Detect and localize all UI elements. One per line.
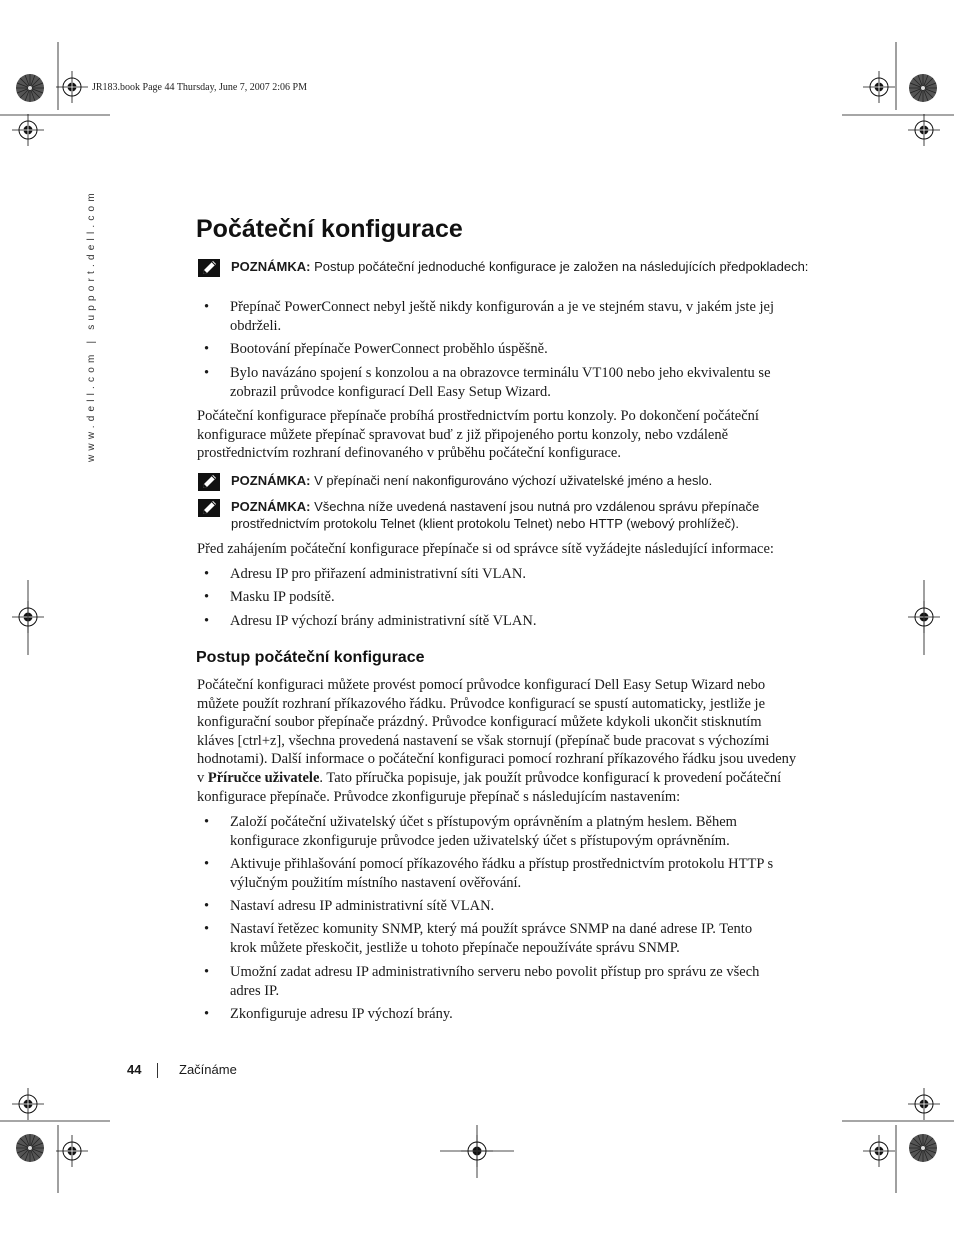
bullet-glyph: • xyxy=(204,964,210,980)
list-item xyxy=(204,897,774,916)
bullet-glyph: • xyxy=(204,589,210,605)
page-number: 44 xyxy=(127,1062,142,1077)
note-text: Postup počáteční jednoduché konfigurace je založen na následujících předpokladech: xyxy=(314,259,809,274)
list-item-text: Bootování přepínače PowerConnect proběhlo úspěšně. xyxy=(230,341,548,357)
list-item-text: Bylo navázáno spojení s konzolou a na obrazovce terminálu VT100 nebo jeho ekvivalentu se zobrazil průvodce konfigurací Dell Easy Setup Wizard. xyxy=(230,365,771,400)
star-mark-bottom-left xyxy=(16,1134,44,1162)
note-pencil-icon xyxy=(198,499,220,517)
list-item xyxy=(204,1005,774,1024)
footer-section-name: Začínáme xyxy=(179,1062,237,1077)
list-item xyxy=(204,588,774,607)
bullet-glyph: • xyxy=(204,365,210,381)
paragraph: Před zahájením počáteční konfigurace přepínače si od správce sítě vyžádejte následující informace: xyxy=(197,541,774,557)
bullet-glyph: • xyxy=(204,898,210,914)
star-mark-bottom-right xyxy=(909,1134,937,1162)
paragraph: Počáteční konfigurace přepínače probíhá prostřednictvím portu konzoly. Po dokončení počáteční konfigurace můžete přepínač spravovat buď z již připojeného portu konzoly, nebo vzdáleně prostřednictvím rozhraní definovaného v průběhu počáteční konfigurace. xyxy=(197,408,759,462)
list-item-text: Masku IP podsítě. xyxy=(230,589,335,605)
list-item xyxy=(204,813,774,850)
footer-divider xyxy=(157,1063,158,1078)
list-item xyxy=(204,612,774,631)
bullet-glyph: • xyxy=(204,814,210,830)
list-item xyxy=(204,298,774,335)
paragraph-text: . Tato příručka popisuje, jak použít průvodce konfigurací k provedení počáteční konfigurace přepínače. Průvodce zkonfiguruje přepínač s následujícím nastavením: xyxy=(197,769,782,805)
list-item-text: Zkonfiguruje adresu IP výchozí brány. xyxy=(230,1006,453,1022)
page-title: Počáteční konfigurace xyxy=(196,215,463,243)
note-pencil-icon xyxy=(198,473,220,491)
list-item-text: Nastaví řetězec komunity SNMP, který má použít správce SNMP na dané adrese IP. Tento krok můžete přeskočit, jestliže u tohoto přepínače nepoužíváte správu SNMP. xyxy=(230,921,753,956)
note-2 xyxy=(198,472,821,489)
list-item xyxy=(204,920,774,957)
list-item-text: Umožní zadat adresu IP administrativního serveru nebo povolit přístup pro správu ze všech adres IP. xyxy=(230,964,760,999)
manual-reference: Příručce uživatele xyxy=(207,769,320,786)
note-label: POZNÁMKA: xyxy=(231,473,311,488)
bullet-glyph: • xyxy=(204,1006,210,1022)
list-item xyxy=(204,340,774,359)
note-label: POZNÁMKA: xyxy=(231,259,311,274)
bullet-glyph: • xyxy=(204,341,210,357)
star-mark-top-right xyxy=(909,74,937,102)
list-item-text: Založí počáteční uživatelský účet s přístupovým oprávněním a platným heslem. Během konfigurace zkonfiguruje průvodce jeden uživatelský účet s přístupovým oprávněním. xyxy=(230,814,737,849)
list-item xyxy=(204,855,774,892)
print-header: JR183.book Page 44 Thursday, June 7, 2007 2:06 PM xyxy=(92,82,307,93)
bullet-glyph: • xyxy=(204,856,210,872)
note-text: V přepínači není nakonfigurováno výchozí uživatelské jméno a heslo. xyxy=(314,473,713,488)
bullet-glyph: • xyxy=(204,299,210,315)
list-item-text: Nastaví adresu IP administrativní sítě VLAN. xyxy=(230,898,495,914)
list-item-text: Přepínač PowerConnect nebyl ještě nikdy konfigurován a je ve stejném stavu, v jakém jste jej obdrželi. xyxy=(230,299,775,334)
bullet-glyph: • xyxy=(204,921,210,937)
note-pencil-icon xyxy=(198,259,220,277)
sidebar-url: www.dell.com | support.dell.com xyxy=(86,189,97,462)
paragraph xyxy=(197,676,797,806)
list-item-text: Aktivuje přihlašování pomocí příkazového řádku a přístup prostřednictvím protokolu HTTP s výlučným použitím místního nastavení ověřování. xyxy=(230,856,774,891)
note-3 xyxy=(198,498,821,532)
star-mark-top-left xyxy=(16,74,44,102)
list-item-text: Adresu IP pro přiřazení administrativní síti VLAN. xyxy=(230,566,526,582)
list-item xyxy=(204,565,774,584)
note-label: POZNÁMKA: xyxy=(231,499,311,514)
bullet-glyph: • xyxy=(204,566,210,582)
paragraph-text: Počáteční konfiguraci můžete provést pomocí průvodce konfigurací Dell Easy Setup Wizard nebo můžete použít rozhraní příkazového řádku. Průvodce konfigurací se spustí automaticky, jestliže je konfigurační soubor přepínače prázdný. Průvodce konfigurací můžete kdykoli ukončit stisknutím kláves [ctrl+z], všechna provedená nastavení se však stornují (přepínač bude pracovat s výchozími hodnotami). Další informace o počáteční konfiguraci pomocí rozhraní příkazového řádku jsou uvedeny v xyxy=(197,677,797,786)
note-text: Všechna níže uvedená nastavení jsou nutná pro vzdálenou správu přepínače prostřednictvím protokolu Telnet (klient protokolu Telnet) nebo HTTP (webový prohlížeč). xyxy=(231,499,760,531)
list-item xyxy=(204,963,774,1000)
note-1 xyxy=(198,258,821,275)
bullet-glyph: • xyxy=(204,613,210,629)
section-heading: Postup počáteční konfigurace xyxy=(196,649,425,666)
list-item xyxy=(204,364,774,401)
list-item-text: Adresu IP výchozí brány administrativní sítě VLAN. xyxy=(230,613,537,629)
